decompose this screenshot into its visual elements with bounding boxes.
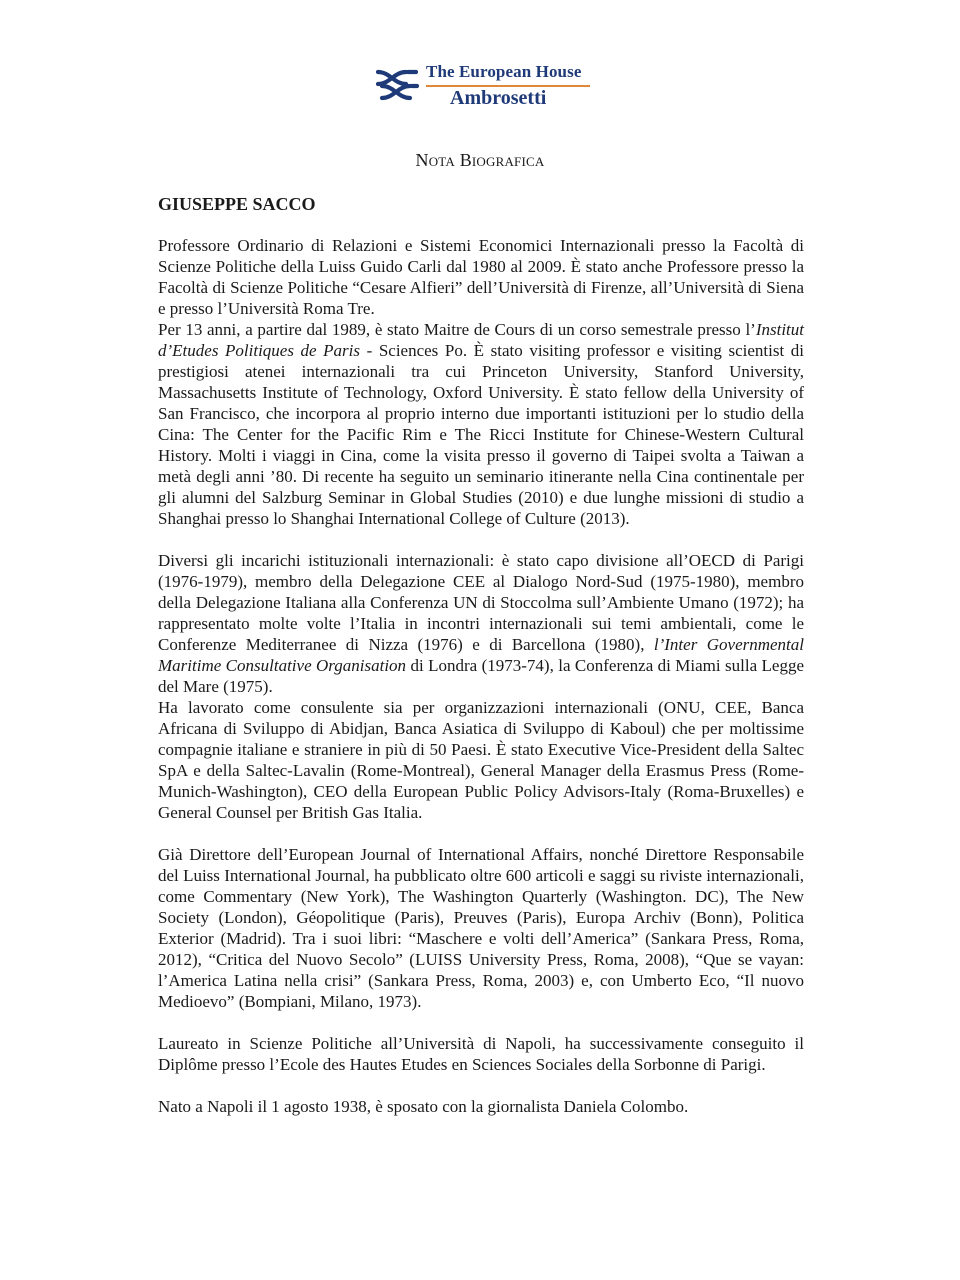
paragraph-publications: Già Direttore dell’European Journal of International Affairs, nonché Direttore Responsabile del Luiss International Journal, ha pubblicato oltre 600 articoli e saggi su riviste internazionali, come Commentary (New York), The Washington Quarterly (Washington. DC), The New Society (London), Géopolitique (Paris), Preuves (Paris), Europa Archiv (Bonn), Politica Exterior (Madrid). Tra i suoi libri: “Maschere e volti dell’America” (Sankara Press, Roma, 2012), “Critica del Nuovo Secolo” (LUISS University Press, Roma, 2008), “Que se vayan: l’America Latina nella crisi” (Sankara Press, Roma, 2003) e, con Umberto Eco, “Il nuovo Medioevo” (Bompiani, Milano, 1973). bbox=[158, 845, 804, 1011]
paragraph-consulting: Ha lavorato come consulente sia per organizzazioni internazionali (ONU, CEE, Banca Africana di Sviluppo di Abidjan, Banca Asiatica di Sviluppo di Kaboul) che per moltissime compagnie italiane e straniere in più di 50 Paesi. È stato Executive Vice-President della Saltec SpA e della Saltec-Lavalin (Rome-Montreal), General Manager della Erasmus Press (Rome-Munich-Washington), CEO della European Public Policy Advisors-Italy (Roma-Bruxelles) e General Counsel per British Gas Italia. bbox=[158, 698, 804, 822]
paragraph-international-academia bbox=[158, 319, 804, 529]
paragraph-education: Laureato in Scienze Politiche all’Università di Napoli, ha successivamente conseguito il Diplôme presso l’Ecole des Hautes Etudes en Sciences Sociales della Sorbonne di Parigi. bbox=[158, 1034, 804, 1074]
text-run: Per 13 anni, a partire dal 1989, è stato Maitre de Cours di un corso semestrale presso l’ bbox=[158, 320, 756, 339]
logo-text-line2: Ambrosetti bbox=[450, 87, 547, 109]
organisation-name: l’Inter Governmental Maritime Consultative Organisation bbox=[158, 635, 804, 675]
institution-name: Institut d’Etudes Politiques de Paris bbox=[158, 320, 804, 360]
text-run: - Sciences Po. È stato visiting professor e visiting scientist di prestigiosi atenei internazionali tra cui Princeton University, Stanford University, Massachusetts Institute of Technology, Oxford University. È stato fellow della University of San Francisco, che incorpora al proprio interno due importanti istituzioni per lo studio della Cina: The Center for the Pacific Rim e The Ricci Institute for Chinese-Western Cultural History. Molti i viaggi in Cina, come la visita presso il governo di Taipei svolta a Taiwan a metà degli anni ’80. Di recente ha seguito un seminario itinerante nella Cina continentale per gli alumni del Salzburg Seminar in Global Studies (2010) e due lunghe missioni di studio a Shanghai presso lo Shanghai International College of Culture (2013). bbox=[158, 341, 804, 528]
text-run: di Londra (1973-74), la Conferenza di Miami sulla Legge del Mare (1975). bbox=[158, 656, 804, 696]
text-run: Diversi gli incarichi istituzionali internazionali: è stato capo divisione all’OECD di Parigi (1976-1979), membro della Delegazione CEE al Dialogo Nord-Sud (1975-1980), membro della Delegazione Italiana alla Conferenza UN di Stoccolma sull’Ambiente Umano (1972); ha rappresentato molte volte l’Italia in incontri internazionali sui temi ambientali, come le Conferenze Mediterranee di Nizza (1976) e di Barcellona (1980), bbox=[158, 551, 804, 654]
biography-body bbox=[158, 235, 804, 1117]
company-logo bbox=[372, 60, 602, 112]
logo-text-line1: The European House bbox=[426, 62, 582, 81]
person-name: GIUSEPPE SACCO bbox=[158, 194, 316, 214]
document-heading: Nota Biografica bbox=[415, 150, 545, 170]
logo-mark-icon bbox=[372, 64, 420, 106]
paragraph-academic-career: Professore Ordinario di Relazioni e Sistemi Economici Internazionali presso la Facoltà di Scienze Politiche della Luiss Guido Carli dal 1980 al 2009. È stato anche Professore presso la Facoltà di Scienze Politiche “Cesare Alfieri” dell’Università di Firenze, all’Università di Siena e presso l’Università Roma Tre. bbox=[158, 236, 804, 318]
paragraph-institutional-roles bbox=[158, 550, 804, 697]
paragraph-personal: Nato a Napoli il 1 agosto 1938, è sposato con la giornalista Daniela Colombo. bbox=[158, 1097, 689, 1116]
